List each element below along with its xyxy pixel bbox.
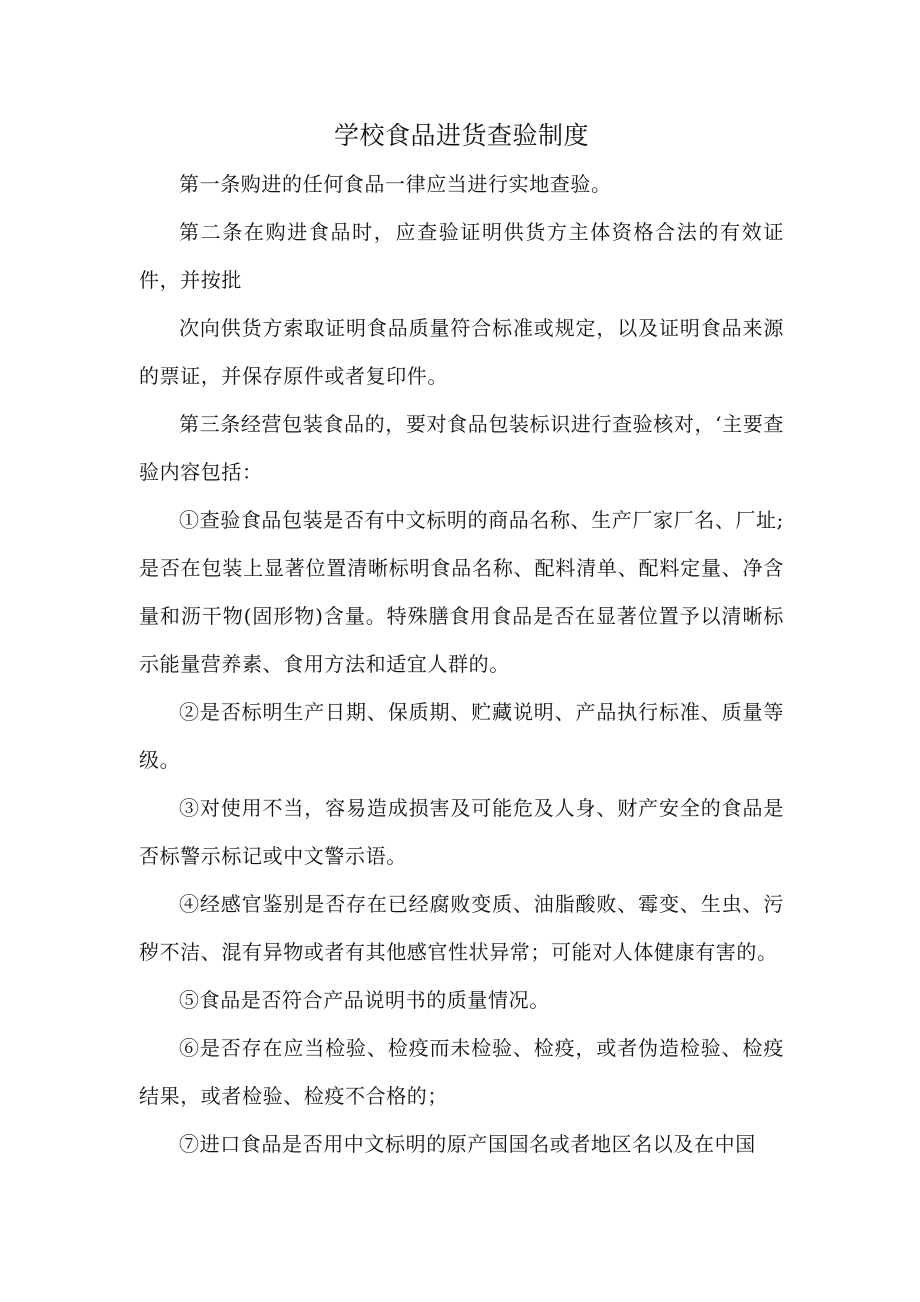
list-item-3: ③对使用不当，容易造成损害及可能危及人身、财产安全的食品是否标警示标记或中文警示语。 — [139, 796, 784, 868]
list-item-6: ⑥是否存在应当检验、检疫而未检验、检疫，或者伪造检验、检疫结果，或者检验、检疫不合格的； — [139, 1036, 784, 1108]
document-body — [139, 112, 784, 1168]
list-item-5: ⑤食品是否符合产品说明书的质量情况。 — [179, 988, 550, 1012]
paragraph-article-1: 第一条购进的任何食品一律应当进行实地查验。 — [179, 172, 612, 196]
list-item-1: ①查验食品包装是否有中文标明的商品名称、生产厂家厂名、厂址;是否在包装上显著位置清晰标明食品名称、配料清单、配料定量、净含量和沥干物(固形物)含量。特殊膳食用食品是否在显著位置予以清晰标示能量营养素、食用方法和适宜人群的。 — [139, 508, 784, 676]
paragraph-article-2-continued: 次向供货方索取证明食品质量符合标准或规定，以及证明食品来源的票证，并保存原件或者复印件。 — [139, 316, 784, 388]
paragraph-article-3: 第三条经营包装食品的，要对食品包装标识进行查验核对，‘主要查验内容包括： — [139, 412, 784, 484]
document-title: 学校食品进货查验制度 — [333, 121, 589, 150]
list-item-7: ⑦进口食品是否用中文标明的原产国国名或者地区名以及在中国 — [179, 1132, 756, 1156]
paragraph-article-2: 第二条在购进食品时，应查验证明供货方主体资格合法的有效证件，并按批 — [139, 220, 784, 292]
list-item-4: ④经感官鉴别是否存在已经腐败变质、油脂酸败、霉变、生虫、污秽不洁、混有异物或者有其他感官性状异常；可能对人体健康有害的。 — [139, 892, 784, 964]
list-item-2: ②是否标明生产日期、保质期、贮藏说明、产品执行标准、质量等级。 — [139, 700, 784, 772]
